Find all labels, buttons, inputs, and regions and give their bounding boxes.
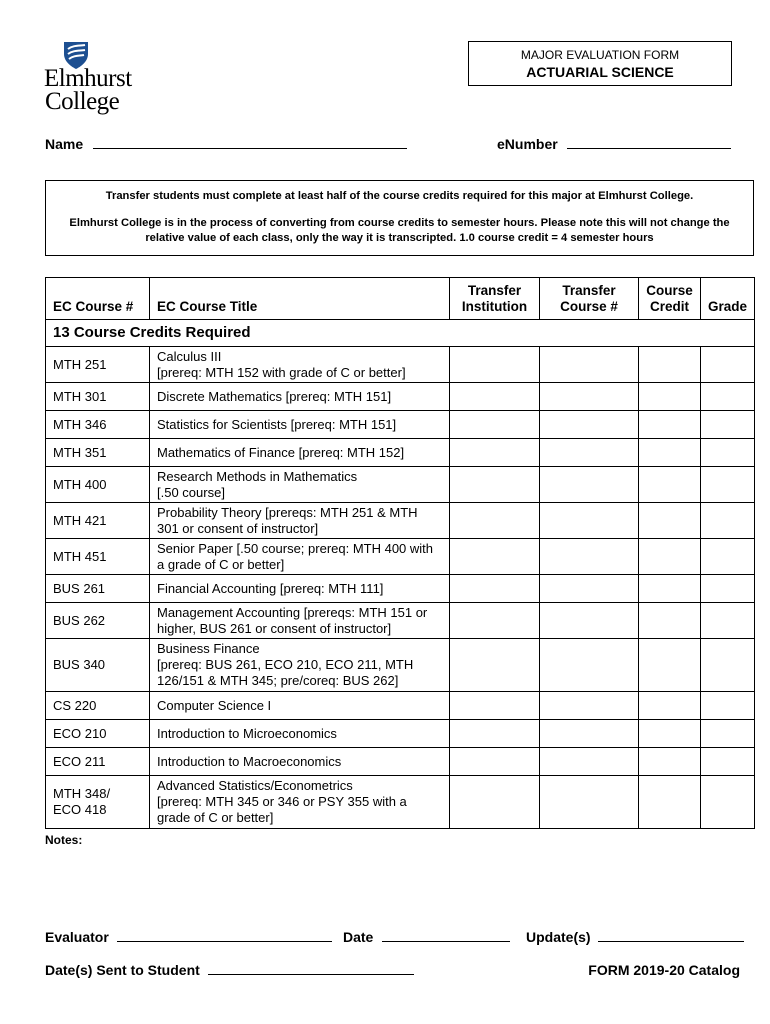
name-field-row	[45, 136, 407, 152]
course-title-cell: Business Finance [prereq: BUS 261, ECO 210, ECO 211, MTH 126/151 & MTH 345; pre/coreq: BUS 262]	[150, 639, 450, 692]
notes-label: Notes:	[45, 833, 83, 847]
transfer-course-cell[interactable]	[540, 467, 639, 503]
course-num-cell: ECO 210	[46, 720, 150, 748]
sent-row	[45, 962, 414, 978]
enumber-label: eNumber	[497, 136, 558, 152]
college-logo	[44, 40, 134, 116]
transfer-institution-cell[interactable]	[450, 411, 540, 439]
course-title-cell: Discrete Mathematics [prereq: MTH 151]	[150, 383, 450, 411]
course-credit-cell[interactable]	[639, 603, 701, 639]
transfer-course-cell[interactable]	[540, 748, 639, 776]
col-header-course-num: EC Course #	[46, 278, 150, 320]
course-num-cell: MTH 351	[46, 439, 150, 467]
form-catalog-label: FORM 2019-20 Catalog	[588, 962, 740, 978]
transfer-institution-cell[interactable]	[450, 692, 540, 720]
course-title-cell: Advanced Statistics/Econometrics [prereq: MTH 345 or 346 or PSY 355 with a grade of C or better]	[150, 776, 450, 829]
table-row	[46, 575, 755, 603]
course-credit-cell[interactable]	[639, 692, 701, 720]
grade-cell[interactable]	[701, 720, 755, 748]
transfer-institution-cell[interactable]	[450, 639, 540, 692]
course-credit-cell[interactable]	[639, 720, 701, 748]
course-num-cell: MTH 348/ ECO 418	[46, 776, 150, 829]
col-header-grade: Grade	[701, 278, 755, 320]
course-title-cell: Computer Science I	[150, 692, 450, 720]
course-credit-cell[interactable]	[639, 503, 701, 539]
course-table	[45, 277, 755, 829]
course-title-cell: Introduction to Macroeconomics	[150, 748, 450, 776]
table-row	[46, 720, 755, 748]
logo-text-line1: Elmhurst	[44, 65, 132, 92]
date-field[interactable]	[382, 929, 510, 942]
course-title-cell: Financial Accounting [prereq: MTH 111]	[150, 575, 450, 603]
course-num-cell: MTH 301	[46, 383, 150, 411]
transfer-course-cell[interactable]	[540, 539, 639, 575]
course-num-cell: BUS 340	[46, 639, 150, 692]
grade-cell[interactable]	[701, 347, 755, 383]
major-title: ACTUARIAL SCIENCE	[526, 64, 674, 80]
table-row	[46, 411, 755, 439]
course-credit-cell[interactable]	[639, 383, 701, 411]
course-num-cell: MTH 451	[46, 539, 150, 575]
updates-label: Update(s)	[526, 929, 591, 945]
table-row	[46, 439, 755, 467]
section-title: 13 Course Credits Required	[46, 320, 755, 347]
sent-label: Date(s) Sent to Student	[45, 962, 200, 978]
transfer-course-cell[interactable]	[540, 639, 639, 692]
grade-cell[interactable]	[701, 411, 755, 439]
updates-field[interactable]	[598, 929, 744, 942]
table-row	[46, 503, 755, 539]
transfer-institution-cell[interactable]	[450, 748, 540, 776]
transfer-institution-cell[interactable]	[450, 439, 540, 467]
date-label: Date	[343, 929, 374, 945]
col-header-transfer-course: Transfer Course #	[540, 278, 639, 320]
grade-cell[interactable]	[701, 776, 755, 829]
evaluator-label: Evaluator	[45, 929, 109, 945]
transfer-course-cell[interactable]	[540, 439, 639, 467]
course-credit-cell[interactable]	[639, 639, 701, 692]
course-title-cell: Senior Paper [.50 course; prereq: MTH 400 with a grade of C or better]	[150, 539, 450, 575]
transfer-notice	[45, 180, 754, 256]
transfer-institution-cell[interactable]	[450, 467, 540, 503]
course-title-cell: Management Accounting [prereqs: MTH 151 or higher, BUS 261 or consent of instructor]	[150, 603, 450, 639]
transfer-course-cell[interactable]	[540, 575, 639, 603]
course-title-cell: Calculus III [prereq: MTH 152 with grade of C or better]	[150, 347, 450, 383]
course-num-cell: BUS 261	[46, 575, 150, 603]
course-num-cell: ECO 211	[46, 748, 150, 776]
course-credit-cell[interactable]	[639, 439, 701, 467]
transfer-course-cell[interactable]	[540, 776, 639, 829]
course-title-cell: Mathematics of Finance [prereq: MTH 152]	[150, 439, 450, 467]
course-credit-cell[interactable]	[639, 748, 701, 776]
table-row	[46, 639, 755, 692]
course-credit-cell[interactable]	[639, 575, 701, 603]
course-num-cell: BUS 262	[46, 603, 150, 639]
table-row	[46, 383, 755, 411]
transfer-course-cell[interactable]	[540, 503, 639, 539]
course-credit-cell[interactable]	[639, 539, 701, 575]
date-row	[343, 929, 510, 945]
section-row	[46, 320, 755, 347]
transfer-course-cell[interactable]	[540, 692, 639, 720]
transfer-institution-cell[interactable]	[450, 503, 540, 539]
course-credit-cell[interactable]	[639, 411, 701, 439]
notice-line1: Transfer students must complete at least half of the course credits required for this major at Elmhurst College.	[105, 190, 694, 202]
transfer-institution-cell[interactable]	[450, 776, 540, 829]
course-title-cell: Statistics for Scientists [prereq: MTH 151]	[150, 411, 450, 439]
name-label: Name	[45, 136, 84, 152]
form-header-box	[468, 41, 732, 86]
grade-cell[interactable]	[701, 575, 755, 603]
form-type: MAJOR EVALUATION FORM	[520, 48, 680, 62]
transfer-institution-cell[interactable]	[450, 539, 540, 575]
transfer-institution-cell[interactable]	[450, 603, 540, 639]
transfer-institution-cell[interactable]	[450, 383, 540, 411]
table-row	[46, 603, 755, 639]
grade-cell[interactable]	[701, 467, 755, 503]
updates-row	[526, 929, 744, 945]
course-num-cell: MTH 251	[46, 347, 150, 383]
col-header-transfer-institution: Transfer Institution	[450, 278, 540, 320]
grade-cell[interactable]	[701, 383, 755, 411]
course-title-cell: Introduction to Microeconomics	[150, 720, 450, 748]
table-row	[46, 467, 755, 503]
transfer-course-cell[interactable]	[540, 411, 639, 439]
name-field[interactable]	[93, 136, 407, 149]
course-num-cell: MTH 346	[46, 411, 150, 439]
sent-field[interactable]	[208, 962, 414, 975]
table-row	[46, 748, 755, 776]
grade-cell[interactable]	[701, 639, 755, 692]
course-num-cell: MTH 421	[46, 503, 150, 539]
course-num-cell: CS 220	[46, 692, 150, 720]
enumber-field[interactable]	[567, 136, 731, 149]
table-row	[46, 776, 755, 829]
course-credit-cell[interactable]	[639, 776, 701, 829]
transfer-institution-cell[interactable]	[450, 347, 540, 383]
grade-cell[interactable]	[701, 748, 755, 776]
course-title-cell: Probability Theory [prereqs: MTH 251 & MTH 301 or consent of instructor]	[150, 503, 450, 539]
transfer-course-cell[interactable]	[540, 383, 639, 411]
notice-line2: Elmhurst College is in the process of converting from course credits to semester hours. Please note this will not change the relative value of each class, only the way it is transcripted. 1.0 course credit = 4 semester hours	[69, 217, 730, 244]
table-row	[46, 347, 755, 383]
grade-cell[interactable]	[701, 692, 755, 720]
grade-cell[interactable]	[701, 539, 755, 575]
transfer-course-cell[interactable]	[540, 603, 639, 639]
col-header-course-credit: Course Credit	[639, 278, 701, 320]
table-header-row	[46, 278, 755, 320]
transfer-course-cell[interactable]	[540, 347, 639, 383]
transfer-institution-cell[interactable]	[450, 720, 540, 748]
grade-cell[interactable]	[701, 503, 755, 539]
col-header-course-title: EC Course Title	[150, 278, 450, 320]
transfer-institution-cell[interactable]	[450, 575, 540, 603]
table-row	[46, 539, 755, 575]
course-credit-cell[interactable]	[639, 467, 701, 503]
enumber-field-row	[497, 136, 731, 152]
course-title-cell: Research Methods in Mathematics [.50 course]	[150, 467, 450, 503]
logo-text-line2: College	[45, 88, 120, 115]
evaluator-row	[45, 929, 332, 945]
evaluator-field[interactable]	[117, 929, 332, 942]
grade-cell[interactable]	[701, 439, 755, 467]
course-credit-cell[interactable]	[639, 347, 701, 383]
table-row	[46, 692, 755, 720]
transfer-course-cell[interactable]	[540, 720, 639, 748]
grade-cell[interactable]	[701, 603, 755, 639]
course-num-cell: MTH 400	[46, 467, 150, 503]
